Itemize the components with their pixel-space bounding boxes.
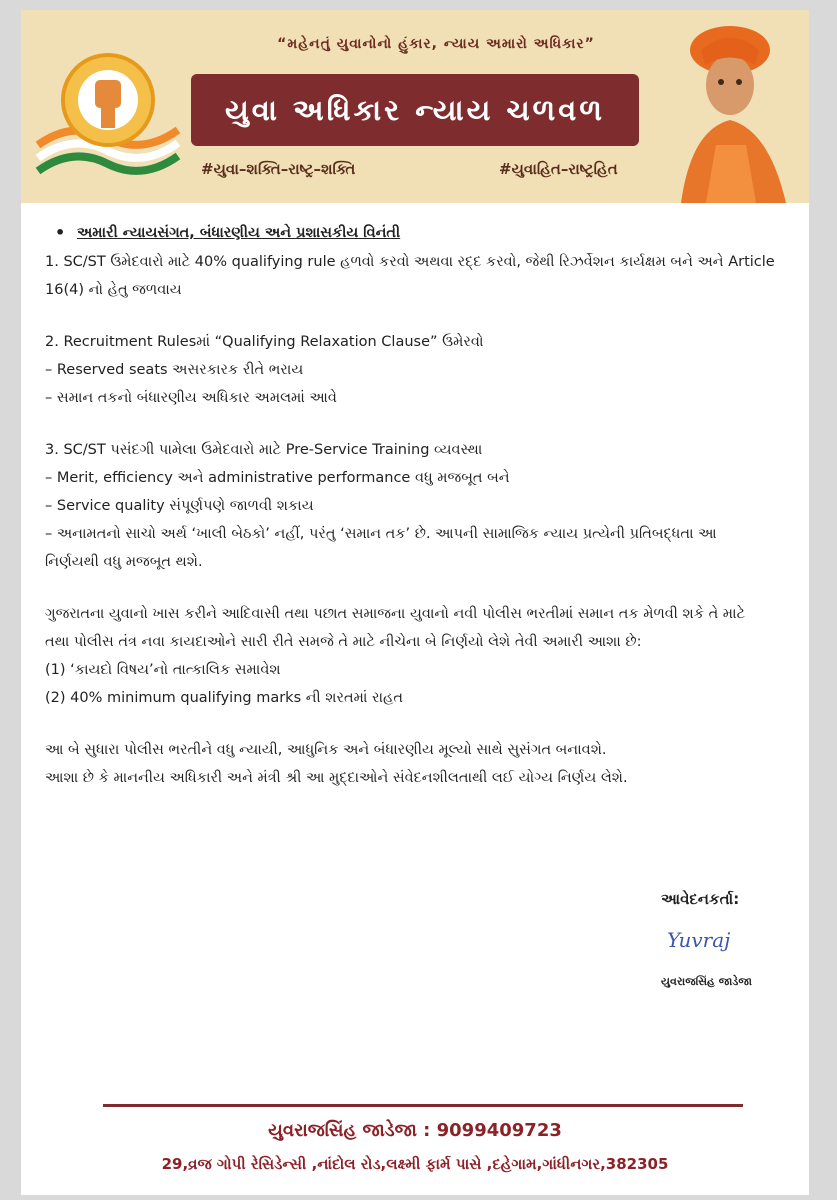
hashtag-right: #યુવાહિત–રાષ્ટ્રહિત xyxy=(499,160,618,178)
handwritten-signature: Yuvraj xyxy=(667,928,731,952)
item3-sub2: – Service quality સંપૂર્ણપણે જાળવી શકાય xyxy=(45,498,314,514)
footer-name-phone: યુવરાજસિંહ જાડેજા : 9099409723 xyxy=(268,1120,562,1141)
paragraph1-line2: તથા પોલીસ તંત્ર નવા કાયદાઓને સારી રીતે સમજે તે માટે નીચેના બે નિર્ણયો લેશે તેવી અમારી આશા છે: xyxy=(45,634,642,650)
paragraph1-line1: ગુજરાતના યુવાનો ખાસ કરીને આદિવાસી તથા પછાત સમાજના યુવાનો નવી પોલીસ ભરતીમાં સમાન તક મેળવી શકે તે માટે xyxy=(45,606,746,622)
item3-sub3-line1: – અનામતનો સાચો અર્થ ‘ખાલી બેઠકો’ નહીં, પરંતુ ‘સમાન તક’ છે. આપની સામાજિક ન્યાય પ્રત્યેની પ્રતિબદ્ધતા આ xyxy=(45,526,717,542)
paragraph1-item2: (2) 40% minimum qualifying marks ની શરતમાં રાહત xyxy=(45,690,403,706)
item2-sub2: – સમાન તકનો બંધારણીય અધિકાર અમલમાં આવે xyxy=(45,390,337,406)
organization-title-banner: યુવા અધિકાર ન્યાય ચળવળ xyxy=(191,74,639,146)
request-heading xyxy=(45,218,805,248)
letter-body xyxy=(45,218,805,792)
paragraph1-item1: (1) ‘કાયદો વિષય’નો તાત્કાલિક સમાવેશ xyxy=(45,662,281,678)
item3-title: 3. SC/ST પસંદગી પામેલા ઉમેદવારો માટે Pre-Service Training વ્યવસ્થા xyxy=(45,442,483,458)
footer-address: 29,વ્રજ ગોપી રેસિડેન્સી ,નાંદોલ રોડ,લક્ષ્મી ફાર્મ પાસે ,દહેગામ,ગાંધીનગર,382305 xyxy=(161,1155,669,1173)
slogan: “મહેનતું યુવાનોનો હુંકાર, ન્યાય અમારો અધિકાર” xyxy=(277,36,595,52)
portrait-illustration-icon xyxy=(651,10,809,203)
request-heading-text: અમારી ન્યાયસંગત, બંધારણીય અને પ્રશાસકીય વિનંતી xyxy=(77,225,401,241)
raised-fist-emblem-icon xyxy=(33,50,183,180)
item2-sub1: – Reserved seats અસરકારક રીતે ભરાય xyxy=(45,362,304,378)
bullet-icon: • xyxy=(55,223,66,242)
item1-line1: 1. SC/ST ઉમેદવારો માટે 40% qualifying rule હળવો કરવો અથવા રદ્દ કરવો, જેથી રિઝર્વેશન કાર્યક્ષમ બને અને Article xyxy=(45,254,775,270)
item3-sub3-line2: નિર્ણયથી વધુ મજબૂત થશે. xyxy=(45,554,203,570)
footer-divider xyxy=(103,1104,743,1107)
document-page xyxy=(21,10,809,1195)
item1-line2: 16(4) નો હેતુ જળવાય xyxy=(45,282,182,298)
hashtag-left: #યુવા–શક્તિ–રાષ્ટ્ર–શક્તિ xyxy=(201,160,356,178)
signatory-name: યુવરાજસિંહ જાડેજા xyxy=(661,975,752,988)
letterhead-header xyxy=(21,10,809,203)
paragraph2-line2: આશા છે કે માનનીય અધિકારી અને મંત્રી શ્રી આ મુદ્દાઓને સંવેદનશીલતાથી લઈ યોગ્ય નિર્ણય લેશે. xyxy=(45,770,628,786)
paragraph2-line1: આ બે સુધારા પોલીસ ભરતીને વધુ ન્યાયી, આધુનિક અને બંધારણીય મૂલ્યો સાથે સુસંગત બનાવશે. xyxy=(45,742,607,758)
item2-title: 2. Recruitment Rulesમાં “Qualifying Relaxation Clause” ઉમેરવો xyxy=(45,334,484,350)
applicant-label: આવેદનકર્તા: xyxy=(661,890,740,908)
item3-sub1: – Merit, efficiency અને administrative performance વધુ મજબૂત બને xyxy=(45,470,510,486)
